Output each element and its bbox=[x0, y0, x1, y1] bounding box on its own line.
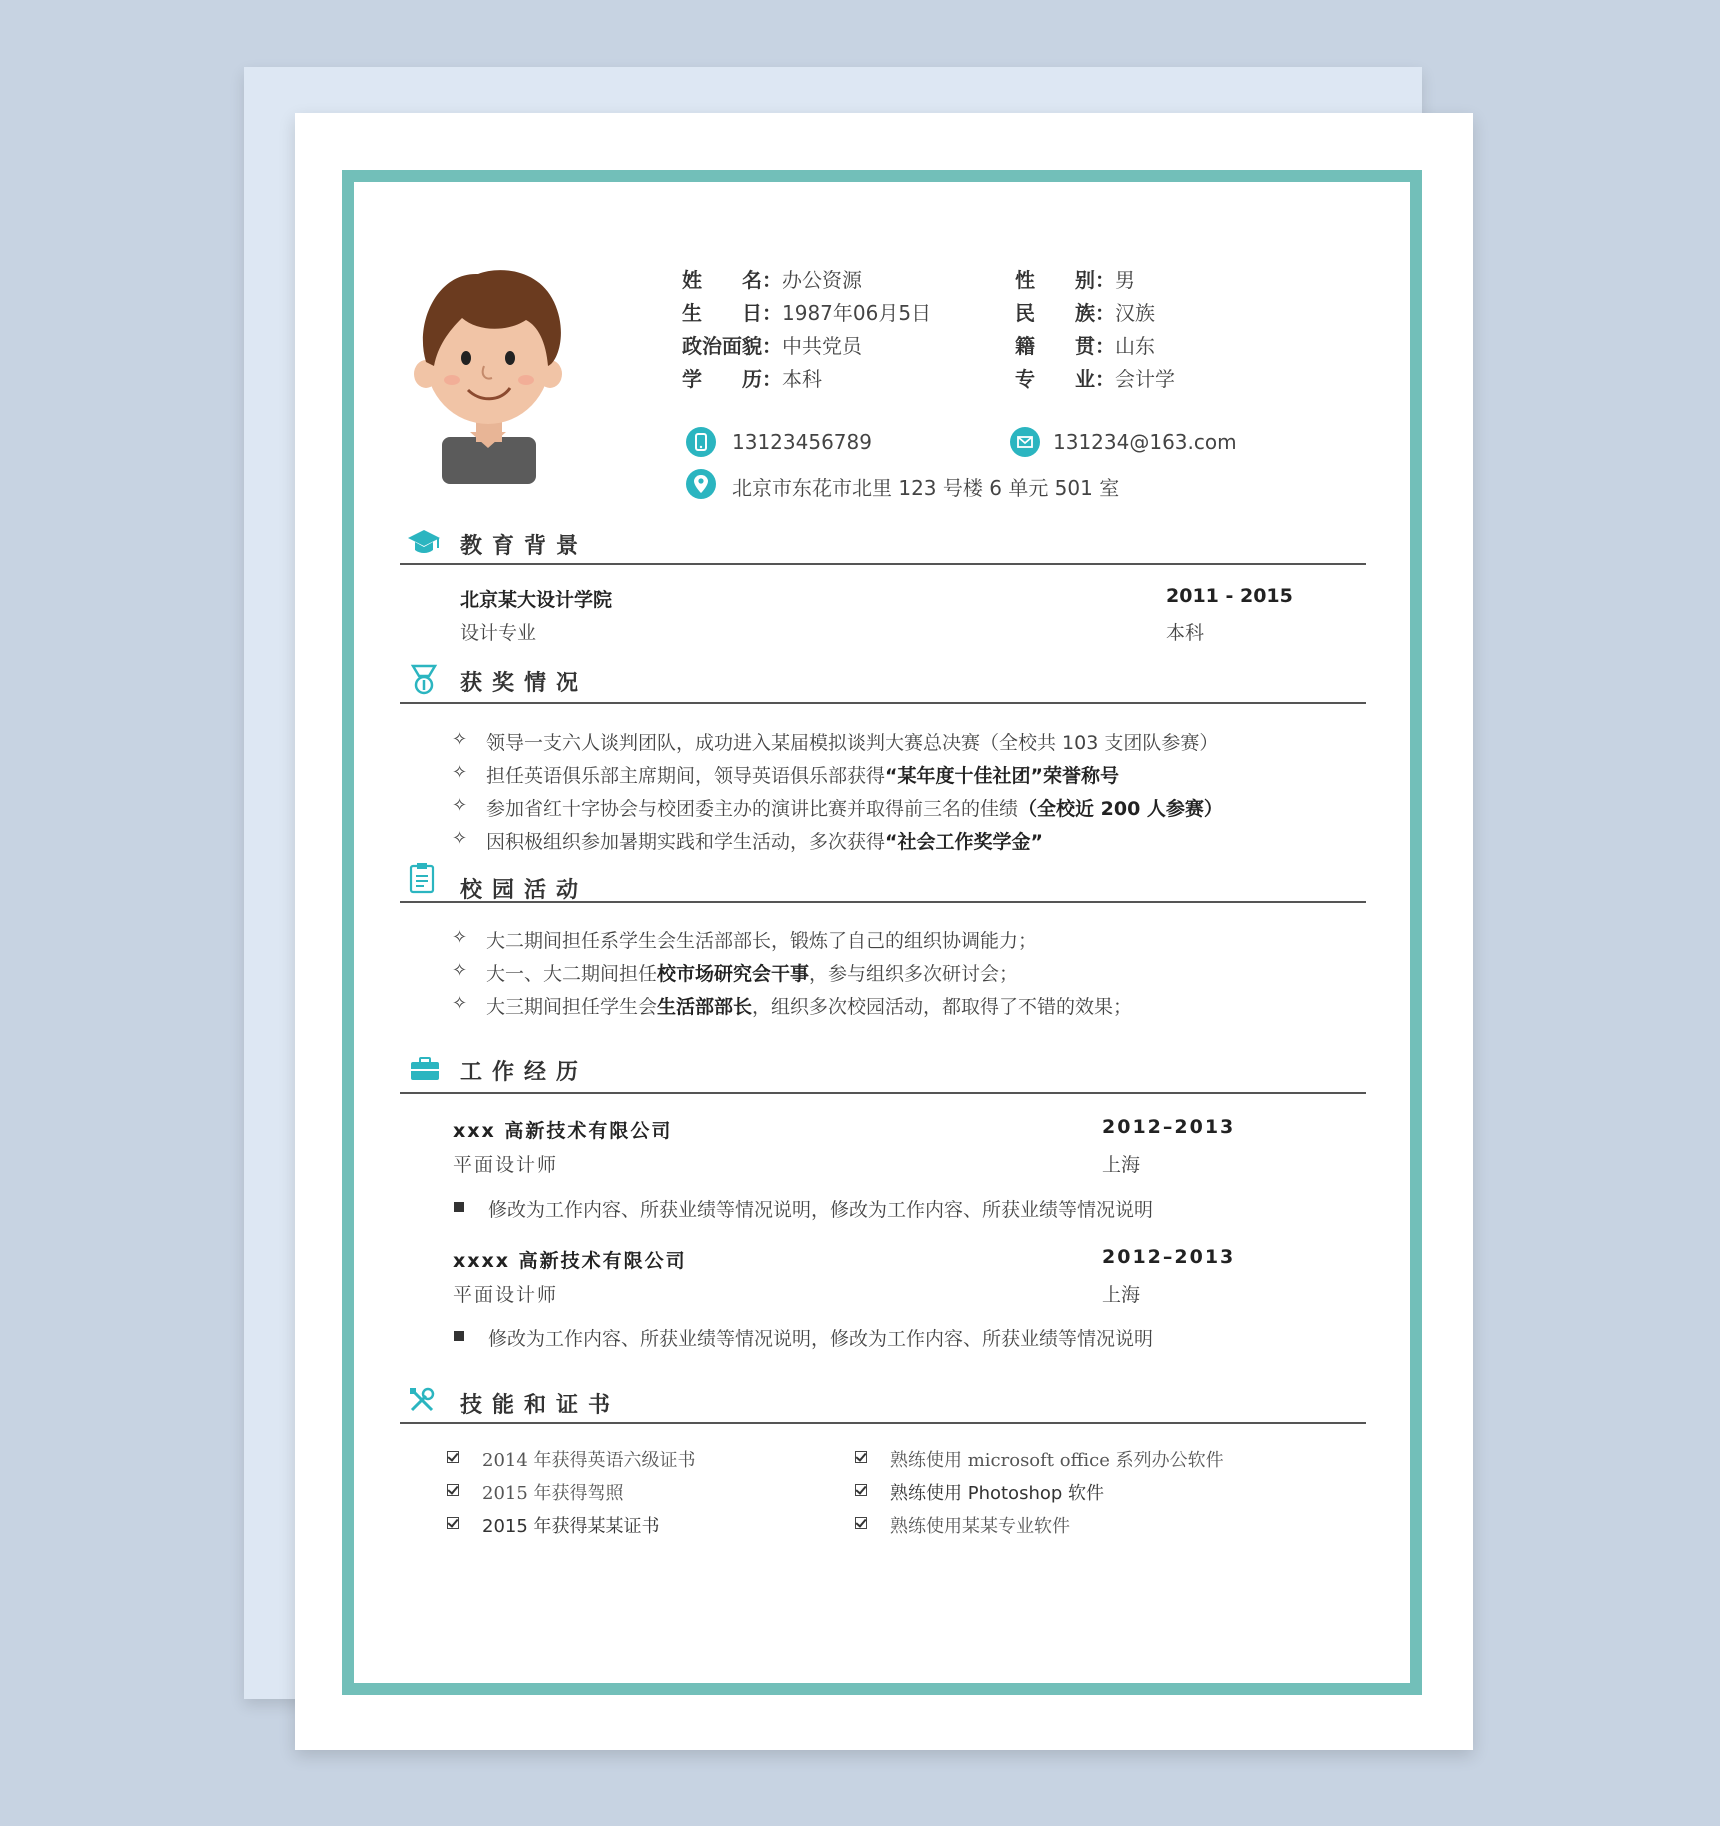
section-title-campus: 校园活动 bbox=[460, 878, 589, 903]
native-value: 山东 bbox=[1115, 334, 1155, 358]
award-item-part-a: 参加省红十字协会与校团委主办的演讲比赛并取得前三名的佳绩 bbox=[486, 798, 1019, 820]
document-icon bbox=[408, 862, 436, 894]
name-label: 姓 名： bbox=[682, 268, 782, 292]
major-label: 专 业： bbox=[1015, 367, 1115, 391]
campus-item-part-c: ，组织多次校园活动，都取得了不错的效果； bbox=[752, 996, 1133, 1018]
info-major bbox=[1015, 363, 1175, 392]
job-1-description: 修改为工作内容、所获业绩等情况说明，修改为工作内容、所获业绩等情况说明 bbox=[488, 1199, 1154, 1221]
job-1-role: 平面设计师 bbox=[453, 1154, 559, 1176]
politics-label: 政治面貌： bbox=[682, 334, 782, 358]
award-item-part-a: 担任英语俱乐部主席期间，领导英语俱乐部获得 bbox=[486, 765, 886, 787]
award-bullet: ✧ bbox=[452, 729, 468, 750]
skill-left-checkbox-icon bbox=[447, 1517, 459, 1529]
section-title-skills: 技能和证书 bbox=[460, 1393, 621, 1418]
info-ethnicity bbox=[1015, 297, 1155, 326]
birthday-value: 1987年06月5日 bbox=[782, 301, 932, 325]
graduation-cap-icon bbox=[406, 528, 442, 556]
section-title-education: 教育背景 bbox=[460, 534, 589, 559]
degree-label: 学 历： bbox=[682, 367, 782, 391]
location-icon bbox=[686, 469, 716, 499]
award-item-part-b: （全校近 200 人参赛） bbox=[1018, 798, 1223, 820]
skill-right-item: 熟练使用某某专业软件 bbox=[890, 1516, 1070, 1537]
job-1-company: xxx 高新技术有限公司 bbox=[453, 1120, 673, 1142]
award-item bbox=[486, 761, 1119, 788]
campus-item-part-b: 校市场研究会干事 bbox=[657, 963, 810, 985]
info-name bbox=[682, 264, 862, 293]
section-title-awards: 获奖情况 bbox=[460, 671, 589, 696]
politics-value: 中共党员 bbox=[782, 334, 862, 358]
info-gender bbox=[1015, 264, 1135, 293]
divider-awards bbox=[400, 702, 1366, 704]
campus-bullet: ✧ bbox=[452, 993, 468, 1014]
award-item bbox=[486, 728, 1218, 755]
campus-item bbox=[486, 992, 1132, 1019]
skill-right-item: 熟练使用 microsoft office 系列办公软件 bbox=[890, 1450, 1224, 1471]
campus-bullet: ✧ bbox=[452, 927, 468, 948]
campus-item-part-a: 大二期间担任系学生会生活部部长，锻炼了自己的组织协调能力； bbox=[486, 930, 1038, 952]
gender-label: 性 别： bbox=[1015, 268, 1115, 292]
award-item bbox=[486, 794, 1223, 821]
info-birthday bbox=[682, 297, 931, 326]
name-value: 办公资源 bbox=[782, 268, 862, 292]
ethnicity-label: 民 族： bbox=[1015, 301, 1115, 325]
ethnicity-value: 汉族 bbox=[1115, 301, 1155, 325]
info-politics bbox=[682, 330, 862, 359]
campus-item-part-a: 大三期间担任学生会 bbox=[486, 996, 658, 1018]
skill-right-checkbox-icon bbox=[855, 1451, 867, 1463]
divider-work bbox=[400, 1092, 1366, 1094]
email-address[interactable]: 131234@163.com bbox=[1053, 430, 1237, 454]
job-2-bullet bbox=[454, 1331, 464, 1341]
phone-icon bbox=[686, 427, 716, 457]
info-native bbox=[1015, 330, 1155, 359]
award-item-part-a: 因积极组织参加暑期实践和学生活动，多次获得 bbox=[486, 831, 886, 853]
tools-icon bbox=[408, 1386, 436, 1414]
campus-item bbox=[486, 959, 1018, 986]
degree-value: 本科 bbox=[782, 367, 822, 391]
education-school: 北京某大设计学院 bbox=[460, 589, 613, 611]
skill-left-checkbox-icon bbox=[447, 1451, 459, 1463]
email-icon bbox=[1010, 427, 1040, 457]
award-item-part-b: “某年度十佳社团”荣誉称号 bbox=[885, 765, 1119, 787]
avatar-illustration bbox=[408, 262, 568, 484]
award-item-part-a: 领导一支六人谈判团队，成功进入某届模拟谈判大赛总决赛（全校共 103 支团队参赛） bbox=[486, 732, 1219, 754]
job-1-city: 上海 bbox=[1102, 1154, 1141, 1176]
skill-left-item: 2014 年获得英语六级证书 bbox=[482, 1450, 696, 1471]
skill-right-item: 熟练使用 Photoshop 软件 bbox=[890, 1483, 1105, 1504]
campus-item bbox=[486, 926, 1037, 953]
divider-skills bbox=[400, 1422, 1366, 1424]
award-item bbox=[486, 827, 1043, 854]
education-degree: 本科 bbox=[1166, 622, 1205, 644]
divider-campus bbox=[400, 901, 1366, 903]
award-item-part-b: “社会工作奖学金” bbox=[885, 831, 1043, 853]
skill-right-checkbox-icon bbox=[855, 1484, 867, 1496]
skill-left-item: 2015 年获得某某证书 bbox=[482, 1516, 660, 1537]
campus-item-part-b: 生活部部长 bbox=[657, 996, 753, 1018]
award-bullet: ✧ bbox=[452, 762, 468, 783]
award-bullet: ✧ bbox=[452, 795, 468, 816]
job-2-company: xxxx 高新技术有限公司 bbox=[453, 1250, 687, 1272]
address: 北京市东花市北里 123 号楼 6 单元 501 室 bbox=[732, 476, 1120, 500]
job-2-city: 上海 bbox=[1102, 1284, 1141, 1306]
phone-number[interactable]: 13123456789 bbox=[732, 430, 872, 454]
education-major: 设计专业 bbox=[460, 622, 537, 644]
campus-bullet: ✧ bbox=[452, 960, 468, 981]
skill-left-checkbox-icon bbox=[447, 1484, 459, 1496]
divider-education bbox=[400, 563, 1366, 565]
info-degree bbox=[682, 363, 822, 392]
skill-right-checkbox-icon bbox=[855, 1517, 867, 1529]
native-label: 籍 贯： bbox=[1015, 334, 1115, 358]
skill-left-item: 2015 年获得驾照 bbox=[482, 1483, 624, 1504]
medal-icon bbox=[410, 664, 438, 696]
job-2-description: 修改为工作内容、所获业绩等情况说明，修改为工作内容、所获业绩等情况说明 bbox=[488, 1328, 1154, 1350]
gender-value: 男 bbox=[1115, 268, 1135, 292]
section-title-work: 工作经历 bbox=[460, 1060, 589, 1085]
birthday-label: 生 日： bbox=[682, 301, 782, 325]
campus-item-part-c: ，参与组织多次研讨会； bbox=[809, 963, 1019, 985]
job-1-bullet bbox=[454, 1202, 464, 1212]
job-2-role: 平面设计师 bbox=[453, 1284, 559, 1306]
briefcase-icon bbox=[410, 1057, 440, 1081]
award-bullet: ✧ bbox=[452, 828, 468, 849]
campus-item-part-a: 大一、大二期间担任 bbox=[486, 963, 658, 985]
education-years: 2011 - 2015 bbox=[1166, 585, 1293, 607]
major-value: 会计学 bbox=[1115, 367, 1175, 391]
job-2-years: 2012–2013 bbox=[1102, 1246, 1236, 1268]
job-1-years: 2012–2013 bbox=[1102, 1116, 1236, 1138]
